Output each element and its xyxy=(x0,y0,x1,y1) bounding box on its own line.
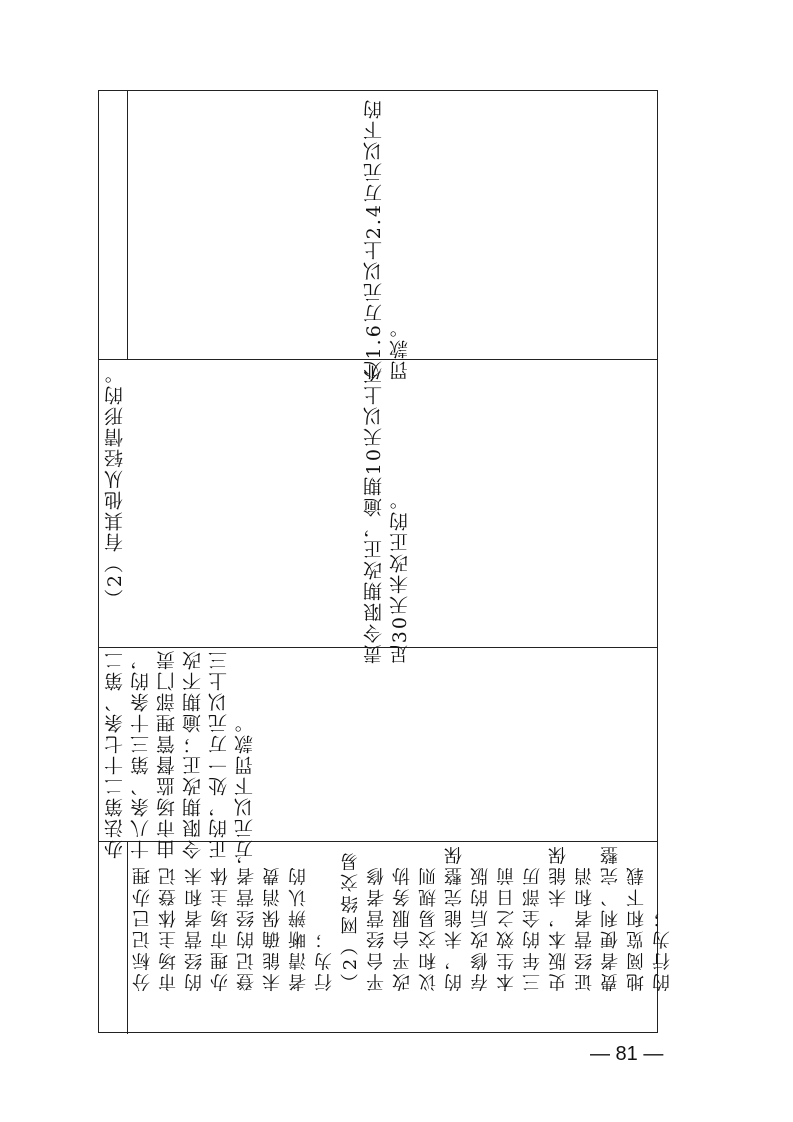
text-column: 的经营者和未 xyxy=(184,864,205,992)
text-column: 平台经营者修 xyxy=(366,864,387,992)
text-column: 由市场监督管理部门责 xyxy=(156,649,178,859)
page-number: — 81 — xyxy=(590,1043,664,1065)
text-column: 史版本，未能保 xyxy=(548,843,569,992)
text-column: 三年的全部历 xyxy=(522,864,543,992)
text-column: 令限期改正；逾期不改 xyxy=(182,649,204,859)
text-column: 市场主体登记 xyxy=(158,864,179,992)
text-column: 未能确保消费 xyxy=(262,864,283,992)
violation-cell xyxy=(99,841,673,1034)
text-column: 万元以下罚款。 xyxy=(234,712,256,859)
text-column: 处1.6万元以上2.4万元以下的 xyxy=(363,98,385,381)
text-column: （2）网络交易 xyxy=(340,849,361,992)
text-column: 地阅览和下载 xyxy=(626,864,647,992)
text-column: 改平台服务协 xyxy=(392,864,413,992)
text-column: 费者便利、完整 xyxy=(600,843,621,992)
text-column: 的行为； xyxy=(652,906,673,992)
text-column: 证经营者和消 xyxy=(574,864,595,992)
text-column: 责令限期改正，逾期10天以上不 xyxy=(363,363,385,665)
text-column: 办理市场主体 xyxy=(210,864,231,992)
circumstance-cell xyxy=(99,359,659,665)
text-column: 存修改后的版 xyxy=(470,864,491,992)
text-column: 者清晰辨认的 xyxy=(288,864,309,992)
text-column: 分标记已办理 xyxy=(132,864,153,992)
violation-text xyxy=(130,843,676,991)
text-column: 本生效之日前 xyxy=(496,864,517,992)
text-column: 议和交易规则 xyxy=(418,864,439,992)
penalty-table xyxy=(98,90,673,1033)
circumstance-header: （2）有其他从轻情形的。 xyxy=(104,363,126,609)
text-column: 行为； xyxy=(314,927,335,992)
penalty-amount-text xyxy=(361,98,413,380)
text-column: 办法第二十七条、第二 xyxy=(104,649,126,859)
penalty-amount-cell xyxy=(99,91,659,381)
circumstance-text xyxy=(361,363,413,664)
text-column: 十八条、第三十条的， xyxy=(130,649,152,859)
legal-basis-text xyxy=(102,649,258,859)
legal-basis-cell xyxy=(99,647,659,859)
text-column: 罚款。 xyxy=(389,317,411,381)
text-column: 正的，处一万元以上三 xyxy=(208,649,230,859)
text-column: 的，未能完整保 xyxy=(444,843,465,992)
text-column: 足30天未改正的。 xyxy=(389,489,411,665)
text-column: 登记的经营者， xyxy=(236,843,257,992)
